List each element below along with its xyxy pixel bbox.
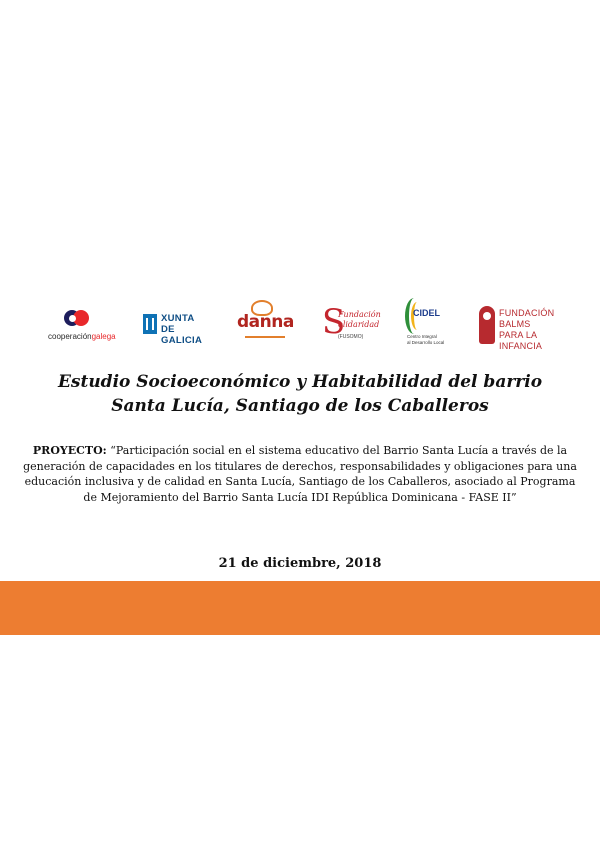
orange-band bbox=[0, 581, 600, 635]
project-description bbox=[18, 443, 582, 505]
document-title bbox=[0, 370, 600, 418]
project-text: “Participación social en el sistema educativo del Barrio Santa Lucía a través de la generación de capacidades en los titulares de derechos, responsabilidades y obligaciones para una educación inclusiva y de calidad en Santa Lucía, Santiago de los Caballeros, asociado al Programa de Mejoramiento del Barrio Santa Lucía IDI República Dominicana - FASE II” bbox=[23, 444, 577, 504]
balms-figure-icon bbox=[479, 306, 495, 344]
solidaridad-wordmark: Fundación olidaridad bbox=[338, 310, 381, 329]
xunta-de-galicia-logo bbox=[143, 296, 213, 360]
title-line-2: Santa Lucía, Santiago de los Caballeros bbox=[111, 396, 489, 416]
balms-wordmark: FUNDACIÓN BALMS PARA LA INFANCIA bbox=[499, 308, 555, 351]
solidaridad-acronym: (FUSOMO) bbox=[338, 334, 364, 340]
xunta-flag-icon bbox=[143, 314, 157, 334]
partner-logos bbox=[0, 296, 600, 360]
solidaridad-s-icon: S bbox=[322, 302, 346, 342]
xunta-wordmark: XUNTA DE GALICIA bbox=[161, 313, 203, 346]
fundacion-balms-logo bbox=[479, 296, 559, 360]
document-date: 21 de diciembre, 2018 bbox=[218, 556, 382, 571]
danna-logo bbox=[231, 296, 294, 360]
cidel-logo bbox=[403, 296, 447, 360]
project-label: PROYECTO: bbox=[32, 444, 107, 457]
cidel-wordmark: CIDEL bbox=[413, 308, 440, 318]
cooperacion-galega-wordmark: cooperacióngalega bbox=[48, 332, 116, 341]
danna-underline bbox=[245, 336, 285, 344]
danna-wordmark: danna bbox=[237, 312, 294, 332]
cooperacion-galega-logo bbox=[48, 296, 116, 360]
fundacion-solidaridad-logo bbox=[322, 296, 388, 360]
cidel-subtitle: Centro Integral al Desarrollo Local bbox=[407, 334, 445, 345]
title-line-1: Estudio Socioeconómico y Habitabilidad del barrio bbox=[57, 372, 543, 392]
cooperacion-galega-mark-icon bbox=[64, 310, 90, 328]
